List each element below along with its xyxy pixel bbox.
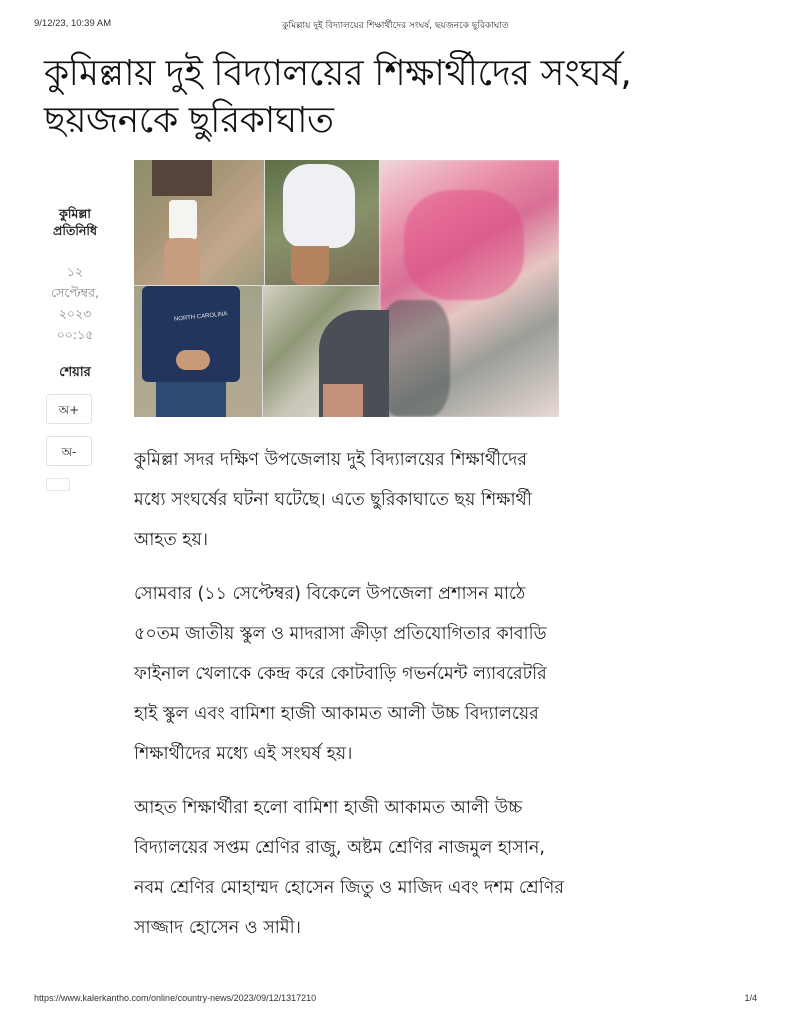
- print-datetime: 9/12/23, 10:39 AM: [34, 18, 112, 29]
- date-line: ২০২৩: [58, 306, 92, 321]
- article-paragraph: আহত শিক্ষার্থীরা হলো বামিশা হাজী আকামত আলী উচ্চ বিদ্যালয়ের সপ্তম শ্রেণির রাজু, অষ্টম শ্রেণির নাজমুল হাসান, নবম শ্রেণির মোহাম্মদ হোসেন জিতু ও মাজিদ এবং দশম শ্রেণির সাজ্জাদ হোসেন ও সামী।: [134, 798, 564, 938]
- print-icon[interactable]: [46, 478, 70, 491]
- photo-bandaged-arm: [265, 160, 379, 285]
- date-line: সেপ্টেম্বর,: [51, 285, 99, 300]
- date-line: ০০:১৫: [56, 327, 94, 342]
- article-headline: কুমিল্লায় দুই বিদ্যালয়ের শিক্ষার্থীদের সংঘর্ষ, ছয়জনকে ছুরিকাঘাত: [44, 53, 632, 141]
- author-byline: [42, 205, 108, 239]
- article-paragraph: কুমিল্লা সদর দক্ষিণ উপজেলায় দুই বিদ্যালয়ের শিক্ষার্থীদের মধ্যে সংঘর্ষের ঘটনা ঘটেছে। এতে ছুরিকাঘাতে ছয় শিক্ষার্থী আহত হয়।: [134, 450, 532, 550]
- photo-blurred-injury: [380, 160, 559, 417]
- print-page-title: কুমিল্লায় দুই বিদ্যালয়ের শিক্ষার্থীদের সংঘর্ষ, ছয়জনকে ছুরিকাঘাত: [282, 21, 509, 31]
- share-label[interactable]: শেয়ার: [59, 365, 91, 380]
- photo-bandaged-hand: [134, 160, 264, 285]
- article-photo-collage: [134, 160, 559, 417]
- author-line: কুমিল্লা: [59, 206, 91, 221]
- photo-student-shirt: [134, 286, 262, 417]
- font-decrease-button[interactable]: অ-: [46, 436, 92, 466]
- shirt-print-text: NORTH CAROLINA: [173, 311, 228, 323]
- page-url[interactable]: https://www.kalerkantho.com/online/country-news/2023/09/12/1317210: [34, 993, 317, 1003]
- print-footer: [34, 993, 757, 1003]
- page-number: 1/4: [744, 993, 757, 1003]
- author-line: প্রতিনিধি: [53, 223, 97, 238]
- photo-head-wound: [263, 286, 379, 417]
- font-increase-button[interactable]: অ+: [46, 394, 92, 424]
- article-body: [134, 440, 564, 962]
- publish-date: [42, 261, 108, 345]
- print-header: [34, 18, 757, 32]
- article-paragraph: সোমবার (১১ সেপ্টেম্বর) বিকেলে উপজেলা প্রশাসন মাঠে ৫০তম জাতীয় স্কুল ও মাদরাসা ক্রীড়া প্রতিযোগিতার কাবাডি ফাইনাল খেলাকে কেন্দ্র করে কোটবাড়ি গভর্নমেন্ট ল্যাবরেটরি হাই স্কুল এবং বামিশা হাজী আকামত আলী উচ্চ বিদ্যালয়ের শিক্ষার্থীদের মধ্যে এই সংঘর্ষ হয়।: [134, 584, 547, 764]
- date-line: ১২: [66, 264, 84, 279]
- article-meta-sidebar: [42, 205, 108, 491]
